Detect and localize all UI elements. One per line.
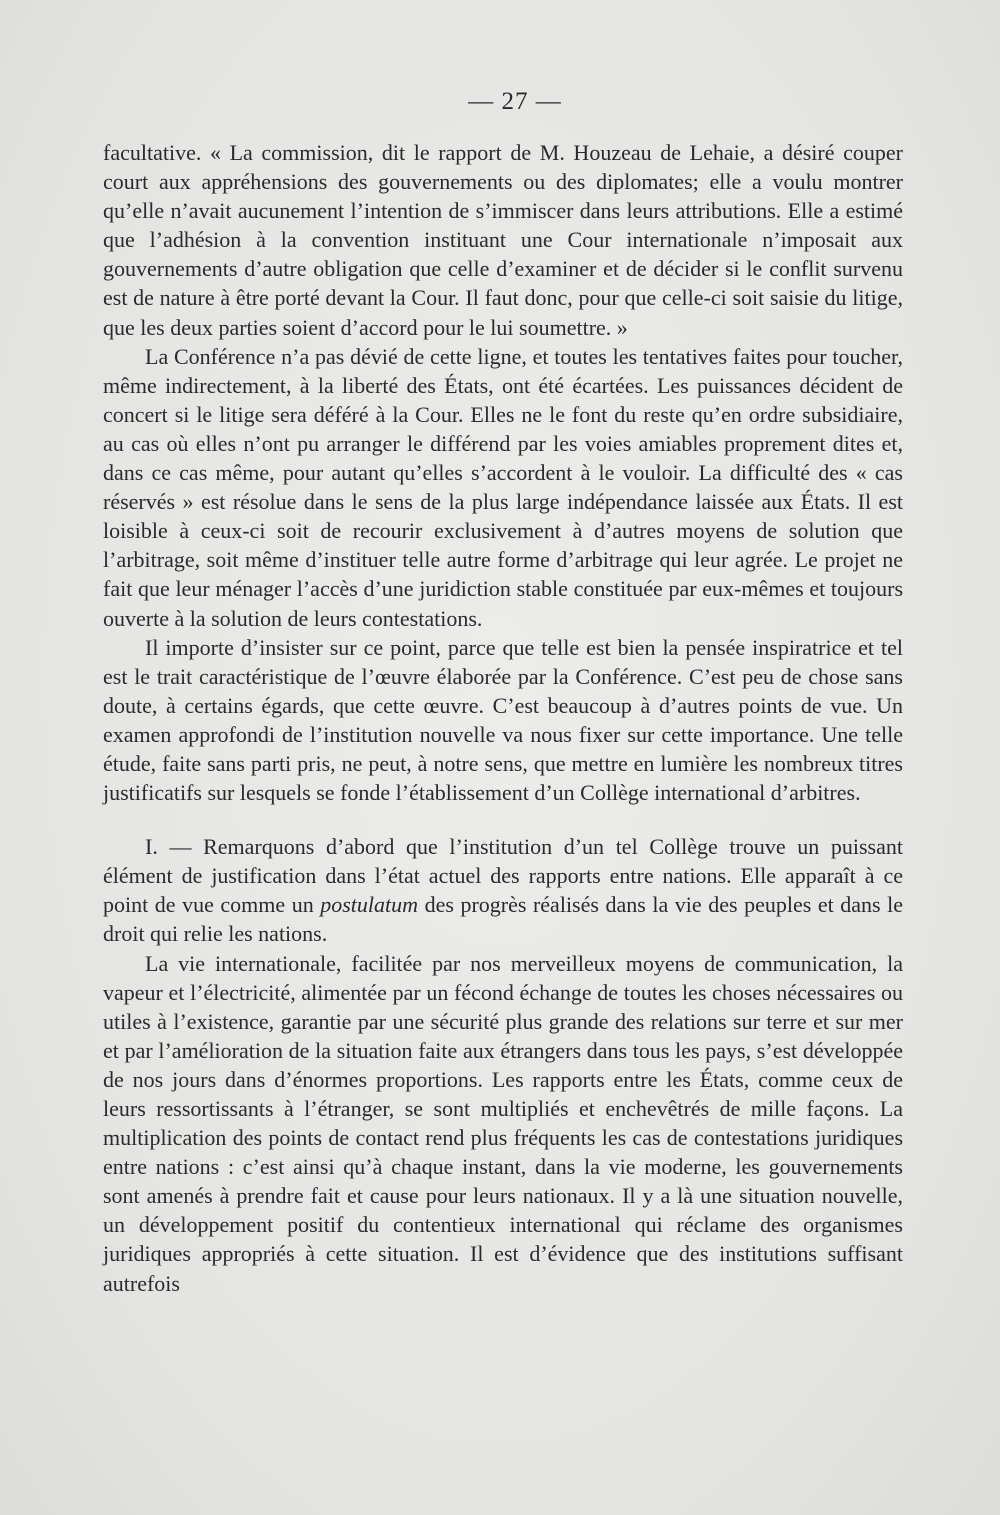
paragraph-section-one — [103, 832, 903, 948]
paragraph-international-life: La vie internationale, facilitée par nos merveilleux moyens de communication, la vapeur et l’électricité, alimentée par un fécond échange de toutes les choses nécessaires ou utiles à l’existence, garantie par une sécurité plus grande des relations sur terre et sur mer et par l’amélioration de la situation faite aux étrangers dans tous les pays, s’est développée de nos jours dans d’énormes proportions. Les rapports entre les États, comme ceux de leurs ressortissants à l’étranger, se sont multipliés et enchevêtrés de mille façons. La multiplication des points de contact rend plus fréquents les cas de contestations juridiques entre nations : c’est ainsi qu’à chaque instant, dans la vie moderne, les gouvernements sont amenés à prendre fait et cause pour leurs nationaux. Il y a là une situation nouvelle, un développement positif du contentieux international qui réclame des organismes juridiques appropriés à cette situation. Il est d’évidence que des institutions suffisant autrefois — [103, 950, 903, 1296]
paragraph-quote-continuation: facultative. « La commission, dit le rapport de M. Houzeau de Lehaie, a désiré couper court aux appréhensions des gouvernements ou des diplomates; elle a voulu montrer qu’elle n’avait aucunement l’intention de s’immiscer dans leurs attributions. Elle a estimé que l’adhésion à la convention instituant une Cour internationale n’imposait aux gouvernements d’autre obligation que celle d’examiner et de décider si le conflit survenu est de nature à être porté devant la Cour. Il faut donc, pour que celle-ci soit saisie du litige, que les deux parties soient d’accord pour le lui soumettre. » — [103, 140, 903, 340]
page-number: — 27 — — [468, 88, 562, 115]
paragraph-conference-line: La Conférence n’a pas dévié de cette ligne, et toutes les tentatives faites pour toucher, même indirectement, à la liberté des États, ont été écartées. Les puissances décident de concert si le litige sera déféré à la Cour. Elles ne le font du reste qu’en ordre subsidiaire, au cas où elles n’ont pu arranger le différend par les voies amiables proprement dites et, dans ce cas même, pour autant qu’elles s’accordent à le vouloir. La difficulté des « cas réservés » est résolue dans le sens de la plus large indépendance laissée aux États. Il est loisible à ceux-ci soit de recourir exclusivement à d’autres moyens de solution que l’arbitrage, soit même d’instituer telle autre forme d’arbitrage qui leur agrée. Le projet ne fait que leur ménager l’accès d’une juridiction stable constituée par eux-mêmes et toujours ouverte à la solution de leurs contestations. — [103, 343, 903, 631]
paragraph-importance: Il importe d’insister sur ce point, parce que telle est bien la pensée inspiratrice et tel est le trait caractéristique de l’œuvre élaborée par la Conférence. C’est peu de chose sans doute, à certains égards, que cette œuvre. C’est beaucoup à d’autres points de vue. Un examen approfondi de l’institution nouvelle va nous fixer sur cette importance. Une telle étude, faite sans parti pris, ne peut, à notre sens, que mettre en lumière les nombreux titres justificatifs sur lesquels se fonde l’établissement d’un Collège international d’arbitres. — [103, 634, 903, 806]
section-one-text-start: I. — Remarquons d’abord que l’institution d’un tel Collège trouve un puissant élément de justification dans l’état actuel des rapports entre nations. Elle apparaît à ce point de vue comme un — [103, 834, 903, 918]
italic-term-postulatum: postulatum — [320, 892, 419, 918]
section-one-text-end: des progrès réalisés dans la vie des peuples et dans le droit qui relie les nations. — [103, 892, 903, 947]
body-text — [103, 138, 903, 1298]
